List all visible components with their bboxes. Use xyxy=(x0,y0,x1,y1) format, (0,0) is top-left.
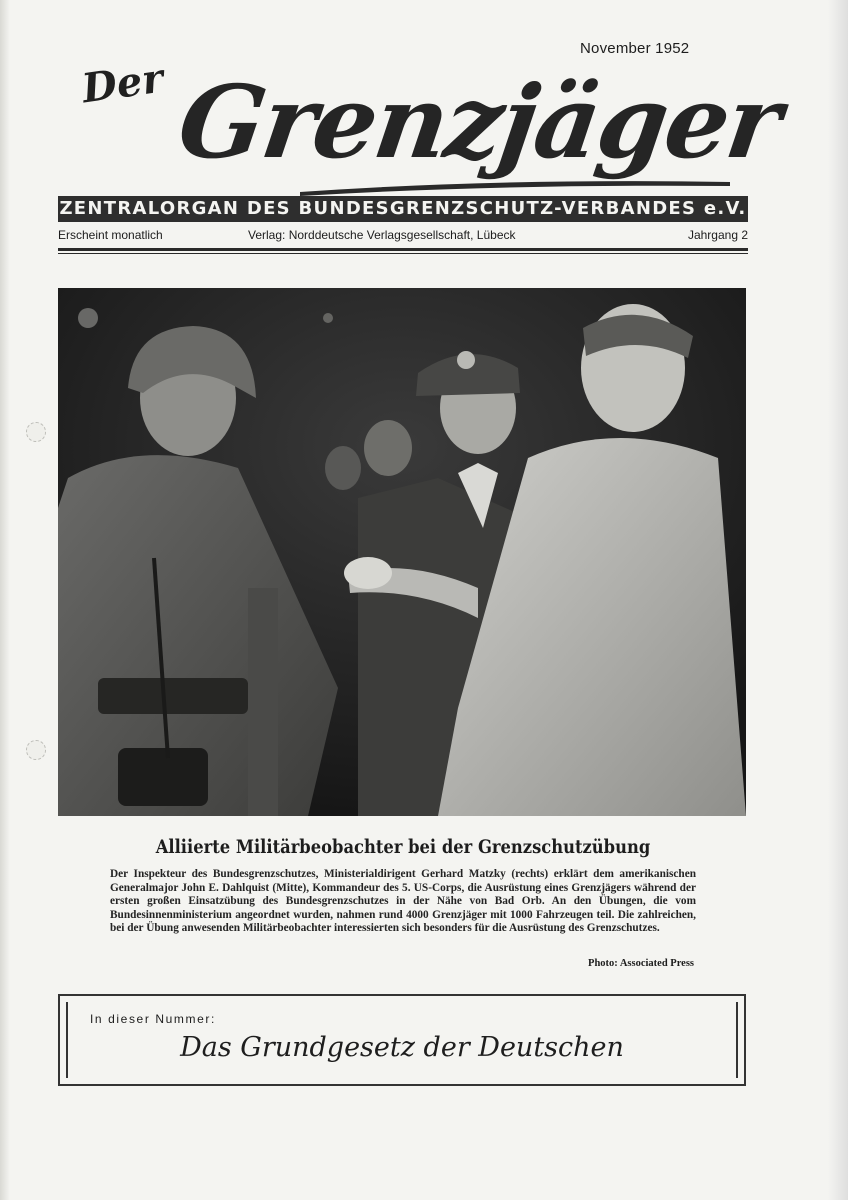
header-rule-thick xyxy=(58,248,748,251)
contents-box-inner xyxy=(66,1002,738,1078)
contents-title: Das Grundgesetz der Deutschen xyxy=(180,1032,624,1063)
meta-row xyxy=(58,226,748,246)
article-headline: Alliierte Militärbeobachter bei der Grenzschutzübung xyxy=(155,836,651,858)
paper-edge-left xyxy=(0,0,10,1200)
masthead-title: Grenzjäger xyxy=(171,63,787,181)
volume-note: Jahrgang 2 xyxy=(687,228,748,242)
cover-photo xyxy=(58,288,746,816)
issue-date: November 1952 xyxy=(580,40,690,57)
paper-edge-right xyxy=(828,0,848,1200)
punch-hole-bottom xyxy=(26,740,46,760)
masthead-swoosh xyxy=(300,176,730,196)
frequency-note: Erscheint monatlich xyxy=(58,228,163,242)
subtitle-banner: ZENTRALORGAN DES BUNDESGRENZSCHUTZ-VERBANDES e.V. xyxy=(58,196,748,222)
masthead-prefix: Der xyxy=(79,54,167,113)
contents-box xyxy=(58,994,746,1086)
contents-label: In dieser Nummer: xyxy=(90,1012,216,1026)
article-caption: Der Inspekteur des Bundesgrenzschutzes, Ministerialdirigent Gerhard Matzky (rechts) erklärt dem amerikanischen Generalmajor John E. Dahlquist (Mitte), Kommandeur des 5. US-Corps, die Ausrüstung eines Grenzjägers während der ersten großen Einsatzübung des Bundesgrenzschutzes in der Nähe von Bad Orb. An den Übungen, die vom Bundesinnenministerium angeordnet wurden, nahmen rund 4000 Grenzjäger mit 1000 Fahrzeugen teil. Die zahlreichen, bei der Übung anwesenden Militärbeobachter interessierten sich besonders für die Ausrüstung des Grenzschutzes. xyxy=(110,868,696,935)
header-rule-thin xyxy=(58,253,748,254)
photo-credit: Photo: Associated Press xyxy=(588,958,694,969)
punch-hole-top xyxy=(26,422,46,442)
publisher-note: Verlag: Norddeutsche Verlagsgesellschaft, Lübeck xyxy=(248,228,516,242)
